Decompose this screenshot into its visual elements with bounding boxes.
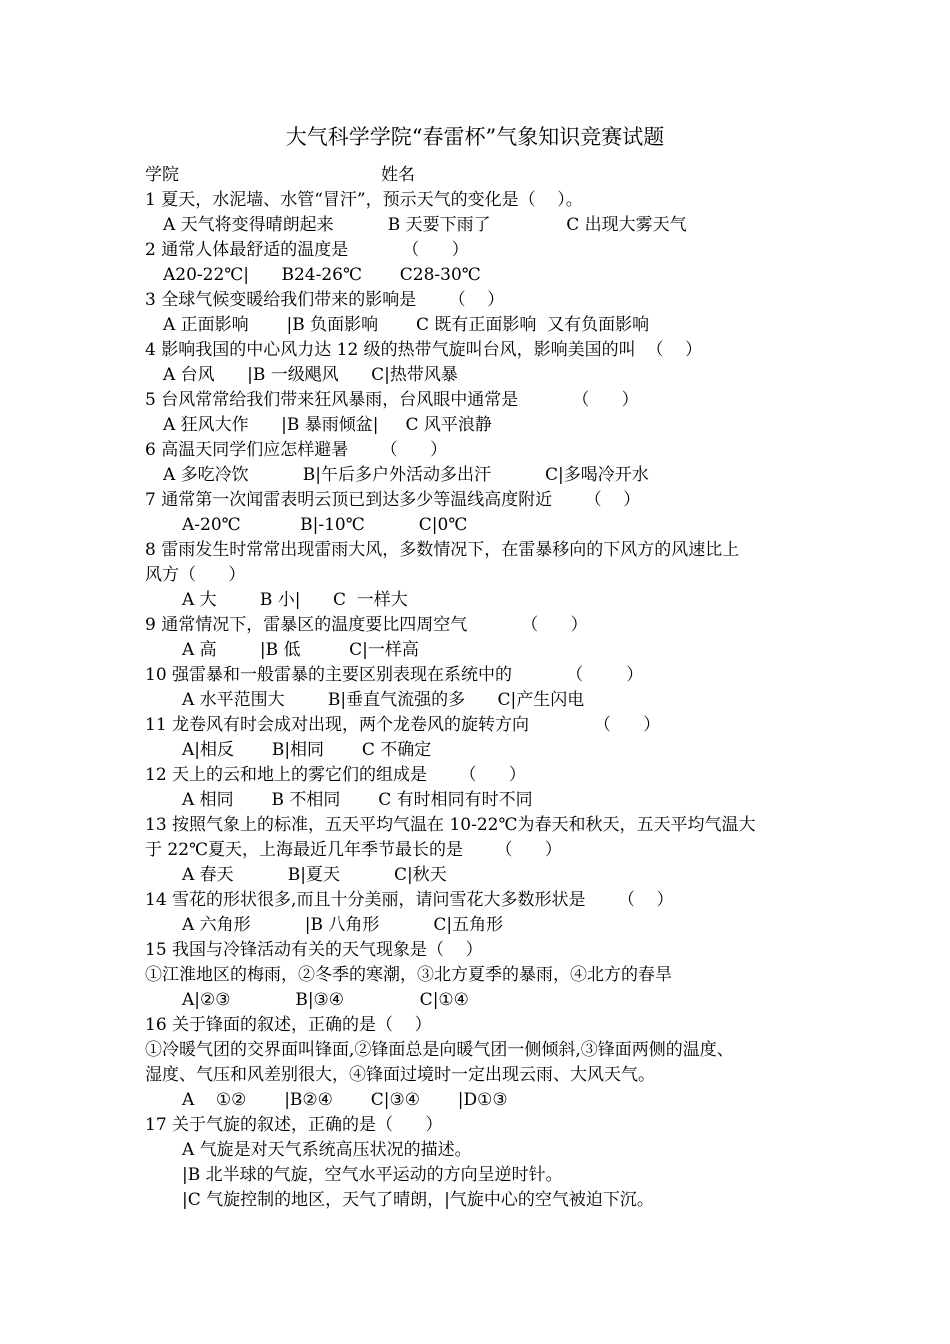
- question-text-line: 13 按照气象上的标准，五天平均气温在 10-22℃为春天和秋天，五天平均气温大: [145, 815, 756, 835]
- question-list: [145, 163, 815, 1213]
- answer-options-line: A|相反 B|相同 C 不确定: [182, 740, 432, 760]
- question-text-line: 14 雪花的形状很多,而且十分美丽，请问雪花大多数形状是 （ ）: [145, 890, 674, 910]
- question-text-line: ①江淮地区的梅雨，②冬季的寒潮，③北方夏季的暴雨，④北方的春旱: [145, 965, 672, 985]
- question-text-line: 9 通常情况下，雷暴区的温度要比四周空气 （ ）: [145, 615, 588, 635]
- answer-options-line: A 多吃冷饮 B|午后多户外活动多出汗 C|多喝冷开水: [163, 465, 649, 485]
- question-text-line: 湿度、气压和风差别很大，④锋面过境时一定出现云雨、大风天气。: [145, 1065, 655, 1085]
- answer-options-line: A 正面影响 |B 负面影响 C 既有正面影响 又有负面影响: [163, 315, 650, 335]
- answer-options-line: A 大 B 小| C 一样大: [182, 590, 408, 610]
- page-title: 大气科学学院“春雷杯”气象知识竞赛试题: [285, 125, 665, 149]
- question-text-line: 16 关于锋面的叙述，正确的是（ ）: [145, 1015, 432, 1035]
- answer-options-line: A 相同 B 不相同 C 有时相同有时不同: [182, 790, 533, 810]
- answer-options-line: A 水平范围大 B|垂直气流强的多 C|产生闪电: [182, 690, 585, 710]
- answer-options-line: A 天气将变得晴朗起来 B 天要下雨了 C 出现大雾天气: [163, 215, 687, 235]
- answer-options-line: A 狂风大作 |B 暴雨倾盆| C 风平浪静: [163, 415, 492, 435]
- answer-options-line: A|②③ B|③④ C|①④: [182, 990, 469, 1010]
- question-text-line: ①冷暖气团的交界面叫锋面,②锋面总是向暖气团一侧倾斜,③锋面两侧的温度、: [145, 1040, 734, 1060]
- question-text-line: 1 夏天，水泥墙、水管“冒汗”，预示天气的变化是（ ）。: [145, 190, 583, 210]
- answer-options-line: A 六角形 |B 八角形 C|五角形: [182, 915, 504, 935]
- answer-options-line: |C 气旋控制的地区，天气了晴朗，|气旋中心的空气被迫下沉。: [182, 1190, 654, 1210]
- header-line: [145, 163, 815, 188]
- question-text-line: 15 我国与冷锋活动有关的天气现象是（ ）: [145, 940, 483, 960]
- question-text-line: 于 22℃夏天，上海最近几年季节最长的是 （ ）: [145, 840, 562, 860]
- question-text-line: 7 通常第一次闻雷表明云顶已到达多少等温线高度附近 （ ）: [145, 490, 641, 510]
- question-text-line: 11 龙卷风有时会成对出现，两个龙卷风的旋转方向 （ ）: [145, 715, 661, 735]
- answer-options-line: A ①② |B②④ C|③④ |D①③: [182, 1090, 508, 1110]
- answer-options-line: A-20℃ B|-10℃ C|0℃: [182, 515, 468, 535]
- question-text-line: 5 台风常常给我们带来狂风暴雨，台风眼中通常是 （ ）: [145, 390, 639, 410]
- question-text-line: 3 全球气候变暖给我们带来的影响是 （ ）: [145, 290, 505, 310]
- answer-options-line: A 台风 |B 一级飓风 C|热带风暴: [163, 365, 458, 385]
- college-label: 学院: [145, 165, 179, 185]
- question-text-line: 10 强雷暴和一般雷暴的主要区别表现在系统中的 （ ）: [145, 665, 644, 685]
- answer-options-line: |B 北半球的气旋，空气水平运动的方向呈逆时针。: [182, 1165, 563, 1185]
- question-text-line: 8 雷雨发生时常常出现雷雨大风，多数情况下，在雷暴移向的下风方的风速比上: [145, 540, 740, 560]
- question-text-line: 风方（ ）: [145, 565, 246, 585]
- answer-options-line: A 气旋是对天气系统高压状况的描述。: [182, 1140, 472, 1160]
- name-label: 姓名: [381, 165, 415, 185]
- question-text-line: 4 影响我国的中心风力达 12 级的热带气旋叫台风，影响美国的叫 （ ）: [145, 340, 703, 360]
- question-text-line: 12 天上的云和地上的雾它们的组成是 （ ）: [145, 765, 526, 785]
- question-text-line: 17 关于气旋的叙述，正确的是（ ）: [145, 1115, 443, 1135]
- question-text-line: 6 高温天同学们应怎样避暑 （ ）: [145, 440, 448, 460]
- question-text-line: 2 通常人体最舒适的温度是 （ ）: [145, 240, 469, 260]
- answer-options-line: A 高 |B 低 C|一样高: [182, 640, 419, 660]
- answer-options-line: A 春天 B|夏天 C|秋天: [182, 865, 447, 885]
- answer-options-line: A20-22℃| B24-26℃ C28-30℃: [163, 265, 481, 285]
